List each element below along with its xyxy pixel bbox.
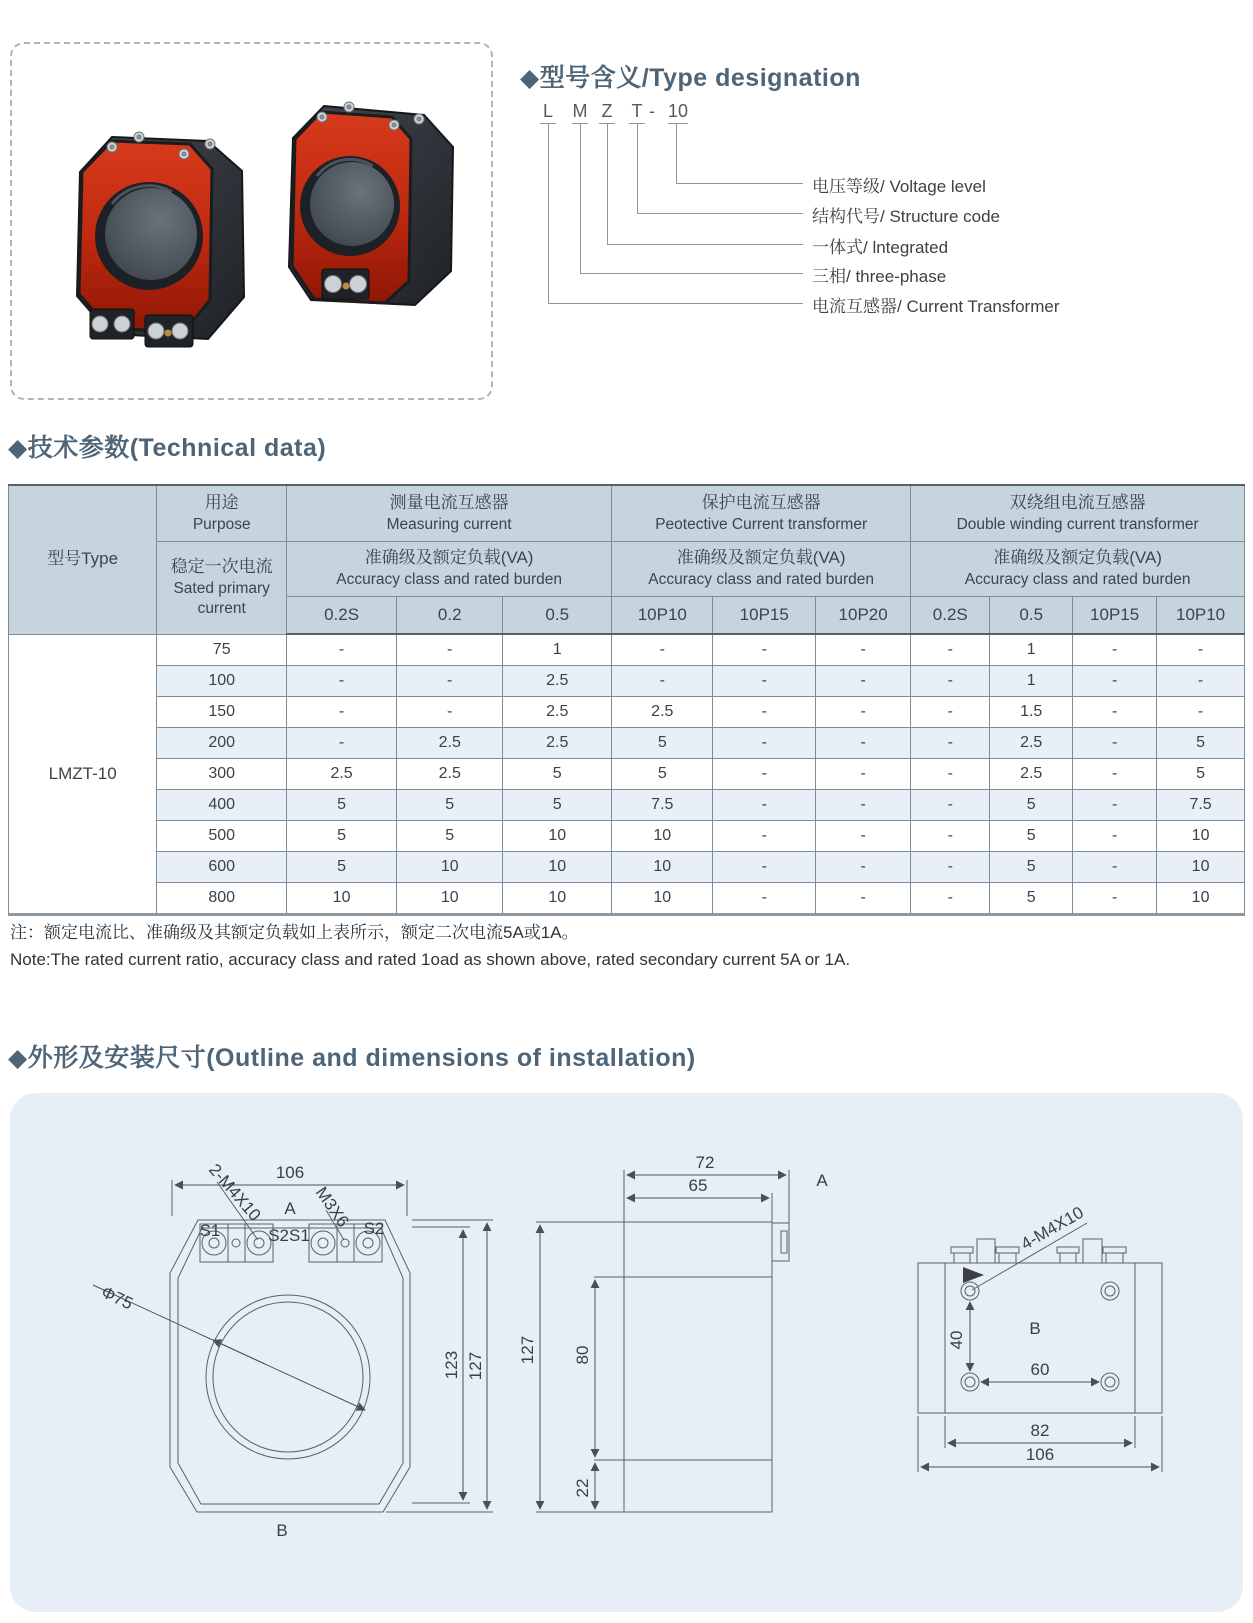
product-photo-illustration: [12, 44, 491, 398]
table-row: 300 2.5 2.5 5 5 - - - 2.5 - 5: [9, 759, 1245, 790]
table-row: 200 - 2.5 2.5 5 - - - 2.5 - 5: [9, 728, 1245, 759]
label-three-phase: 三相/ three-phase: [812, 267, 947, 286]
sub-col-header: 10P10: [1157, 597, 1245, 635]
table-row: 100 - - 2.5 - - - - 1 - -: [9, 666, 1245, 697]
hole-diameter-arrow2: [213, 1340, 265, 1364]
code-letter-L: L: [542, 101, 554, 121]
side-label-a: A: [816, 1171, 828, 1190]
bottom-dim-106: 106: [1025, 1445, 1055, 1464]
sub-col-header: 0.2S: [287, 597, 397, 635]
note-chinese: 注：额定电流比、准确级及其额定负载如上表所示，额定二次电流5A或1A。: [10, 923, 579, 942]
sub-col-header: 10P20: [816, 597, 911, 635]
bottom-label-b: B: [1029, 1319, 1041, 1338]
bottom-dim-82: 82: [1030, 1421, 1050, 1440]
transformer-photo-left: [77, 132, 244, 347]
code-letter-T: T: [631, 101, 643, 121]
type-designation-title: ◆型号含义/Type designation: [520, 64, 861, 92]
sub-col-header: 0.5: [503, 597, 612, 635]
terminal-label-s2: S2: [363, 1219, 385, 1238]
product-photo-box: [10, 42, 493, 400]
front-screw-label-right: M3X6: [311, 1183, 353, 1231]
technical-table: [8, 484, 1245, 916]
side-dim-80: 80: [573, 1345, 592, 1365]
sub-col-header: 10P15: [713, 597, 816, 635]
side-body-outline: [624, 1222, 772, 1512]
label-voltage-level: 电压等级/ Voltage level: [812, 177, 986, 196]
note-english: Note:The rated current ratio, accuracy class and rated 1oad as shown above, rated secondary current 5A or 1A.: [10, 950, 851, 969]
accuracy-header-double-winding: 准确级及额定负载(VA) Accuracy class and rated burden: [911, 542, 1245, 597]
group-header-protective: 保护电流互感器 Peotective Current transformer: [612, 485, 911, 542]
side-dim-65: 65: [688, 1176, 708, 1195]
accuracy-header-protective: 准确级及额定负载(VA) Accuracy class and rated burden: [612, 542, 911, 597]
table-row: 600 5 10 10 10 - - - 5 - 10: [9, 852, 1245, 883]
front-dim-width: 106: [275, 1163, 305, 1182]
label-integrated: 一体式/ lntegrated: [812, 238, 949, 257]
label-structure-code: 结构代号/ Structure code: [812, 207, 1001, 226]
transformer-photo-right: [289, 102, 453, 305]
model-cell: LMZT-10: [9, 634, 157, 915]
terminal-block-right: [322, 269, 369, 299]
side-tab-notch: [781, 1231, 787, 1253]
code-letter-dash: -: [649, 101, 655, 121]
col-header-purpose: 用途 Purpose: [157, 485, 287, 542]
group-header-double-winding: 双绕组电流互感器 Double winding current transformer: [911, 485, 1245, 542]
table-row: 400 5 5 5 7.5 - - - 5 - 7.5: [9, 790, 1245, 821]
table-row: 500 5 5 10 10 - - - 5 - 10: [9, 821, 1245, 852]
label-current-transformer: 电流互感器/ Current Transformer: [812, 297, 1060, 316]
table-row: LMZT-10 75 - - 1 - - - - 1 - -: [9, 634, 1245, 666]
front-screw-label-left: 2-M4X10: [204, 1160, 265, 1225]
front-dim-hole: Φ75: [98, 1282, 136, 1314]
front-dim-h-outer: 127: [466, 1351, 485, 1381]
technical-data-title: ◆技术参数(Technical data): [8, 434, 327, 462]
code-letter-Z: Z: [601, 101, 613, 121]
table-row: 150 - - 2.5 2.5 - - - 1.5 - -: [9, 697, 1245, 728]
col-header-type: 型号Type: [9, 485, 157, 634]
side-dim-72: 72: [695, 1153, 715, 1172]
front-body-outline: [170, 1220, 410, 1512]
code-letter-10: 10: [667, 101, 689, 121]
sub-col-header: 10P10: [612, 597, 713, 635]
bottom-view-drawing: [850, 1150, 1253, 1510]
front-label-b: B: [276, 1521, 288, 1540]
group-header-measuring: 测量电流互感器 Measuring current: [287, 485, 612, 542]
bottom-terminal-bumps-left: [951, 1239, 1019, 1263]
front-label-a: A: [284, 1199, 296, 1218]
side-dim-127: 127: [518, 1335, 537, 1365]
col-header-primary-current: 稳定一次电流 Sated primary current: [157, 542, 287, 635]
sub-col-header: 0.5: [990, 597, 1073, 635]
accuracy-header-measuring: 准确级及额定负载(VA) Accuracy class and rated burden: [287, 542, 612, 597]
bottom-dim-40: 40: [947, 1330, 966, 1350]
connector-line-ct: [548, 123, 803, 304]
front-dim-h-inner: 123: [442, 1350, 461, 1380]
bottom-terminal-bumps-right: [1057, 1239, 1126, 1263]
outline-title: ◆外形及安装尺寸(Outline and dimensions of installation): [8, 1044, 696, 1072]
code-letter-M: M: [572, 101, 588, 121]
bottom-dim-60: 60: [1030, 1360, 1050, 1379]
sub-col-header: 0.2: [397, 597, 503, 635]
terminal-label-s2s1: S2S1: [268, 1226, 310, 1245]
front-hole-inner: [213, 1302, 363, 1452]
front-view-drawing: [60, 1100, 510, 1560]
sub-col-header: 10P15: [1073, 597, 1157, 635]
bottom-screw-label: 4-M4X10: [1017, 1202, 1087, 1254]
side-view-drawing: [500, 1100, 900, 1560]
side-dim-22: 22: [573, 1478, 592, 1498]
section-arrow-marker: [963, 1267, 984, 1283]
sub-col-header: 0.2S: [911, 597, 990, 635]
table-row: 800 10 10 10 10 - - - 5 - 10: [9, 883, 1245, 915]
terminal-label-s1: S1: [199, 1221, 221, 1240]
front-hole-outer: [206, 1295, 370, 1459]
